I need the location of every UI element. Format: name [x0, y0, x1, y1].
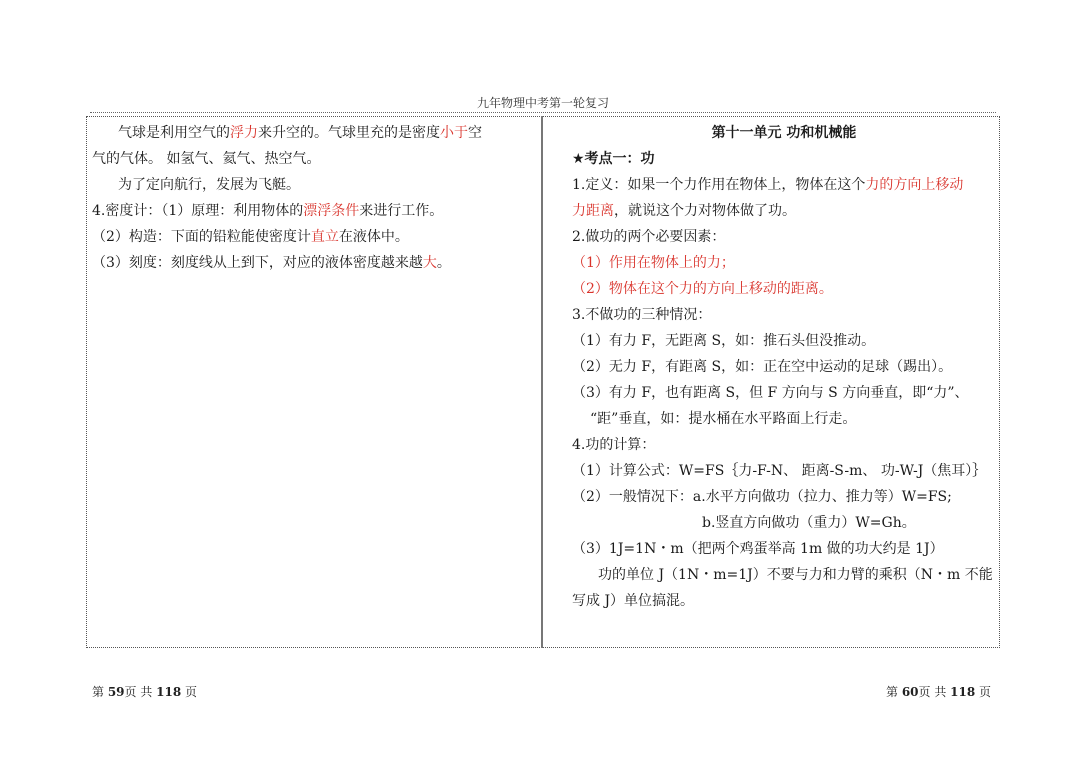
text-line: 2.做功的两个必要因素： [572, 229, 726, 245]
highlight-text: 漂浮条件 [303, 203, 360, 219]
highlight-text: 直立 [310, 229, 339, 245]
text-line: （1）有力 F，无距离 S，如：推石头但没推动。 [572, 333, 876, 349]
page-total: 118 [156, 685, 182, 699]
text-line: （3）有力 F，也有距离 S，但 F 方向与 S 方向垂直，即“力”、 [572, 385, 969, 401]
text-line: （2）一般情况下：a.水平方向做功（拉力、推力等）W=FS; [572, 489, 952, 505]
exam-point-heading: ★考点一：功 [572, 151, 655, 167]
text: ，就说这个力对物体做了功。 [614, 203, 796, 219]
text-line: （1）计算公式：W=FS｛力-F-N、 距离-S-m、 功-W-J（焦耳）｝ [572, 463, 987, 479]
text: 1.定义：如果一个力作用在物体上，物体在这个 [572, 177, 866, 193]
text: 4.密度计：（1）原理：利用物体的 [92, 203, 304, 219]
column-divider [541, 116, 543, 648]
footer-text: 页 [181, 685, 198, 699]
footer-text: 页 共 [918, 685, 951, 699]
highlight-text: 浮力 [230, 125, 258, 141]
page-number: 59 [107, 685, 125, 699]
text-line: （3）1J=1N・m（把两个鸡蛋举高 1m 做的功大约是 1J） [572, 541, 944, 557]
page-header: 九年物理中考第一轮复习 [476, 96, 609, 110]
left-column [92, 120, 532, 276]
text-line: b.竖直方向做功（重力）W=Gh。 [702, 515, 916, 531]
text-line: 气的气体。 如氢气、氦气、热空气。 [92, 151, 321, 167]
text-line [572, 198, 996, 224]
highlight-text: 小于 [440, 125, 468, 141]
footer-text: 页 共 [124, 685, 157, 699]
header-rule [90, 112, 996, 113]
text-line: （2）无力 F，有距离 S，如：正在空中运动的足球（踢出）。 [572, 359, 953, 375]
page-number: 60 [901, 685, 919, 699]
text-line [92, 250, 532, 276]
text: （2）构造：下面的铅粒能使密度计 [92, 229, 311, 245]
text-line [92, 198, 532, 224]
text: 来升空的。气球里充的是密度 [258, 125, 440, 141]
footer-text: 第 [886, 685, 902, 699]
highlight-text: 力的方向上移动 [865, 177, 964, 193]
footer-text: 第 [92, 685, 108, 699]
text-line: 写成 J）单位搞混。 [572, 593, 695, 609]
text: 。 [436, 255, 451, 271]
page-number-left [92, 683, 197, 700]
page-total: 118 [950, 685, 976, 699]
text: 空 [468, 125, 482, 141]
highlight-line: （2）物体在这个力的方向上移动的距离。 [572, 281, 833, 297]
text-line: 4.功的计算： [572, 437, 656, 453]
text-line [92, 224, 532, 250]
text-line: 功的单位 J（1N・m=1J）不要与力和力臂的乘积（N・m 不能 [598, 567, 993, 583]
page-number-right [886, 683, 991, 700]
unit-title: 第十一单元 功和机械能 [711, 125, 857, 141]
text-line [572, 172, 996, 198]
text: 在液体中。 [338, 229, 409, 245]
text: 来进行工作。 [359, 203, 444, 219]
text: （3）刻度：刻度线从上到下，对应的液体密度越来越 [92, 255, 423, 271]
text-line: 3.不做功的三种情况： [572, 307, 712, 323]
footer-text: 页 [975, 685, 992, 699]
text-line [92, 120, 532, 146]
text: 气球是利用空气的 [118, 125, 230, 141]
highlight-text: 大 [422, 255, 437, 271]
text-line: “距”垂直，如：提水桶在水平路面上行走。 [590, 411, 857, 427]
text-line: 为了定向航行，发展为飞艇。 [118, 177, 300, 193]
right-column [572, 120, 996, 614]
highlight-line: （1）作用在物体上的力； [572, 255, 735, 271]
highlight-text: 力距离 [572, 203, 614, 219]
